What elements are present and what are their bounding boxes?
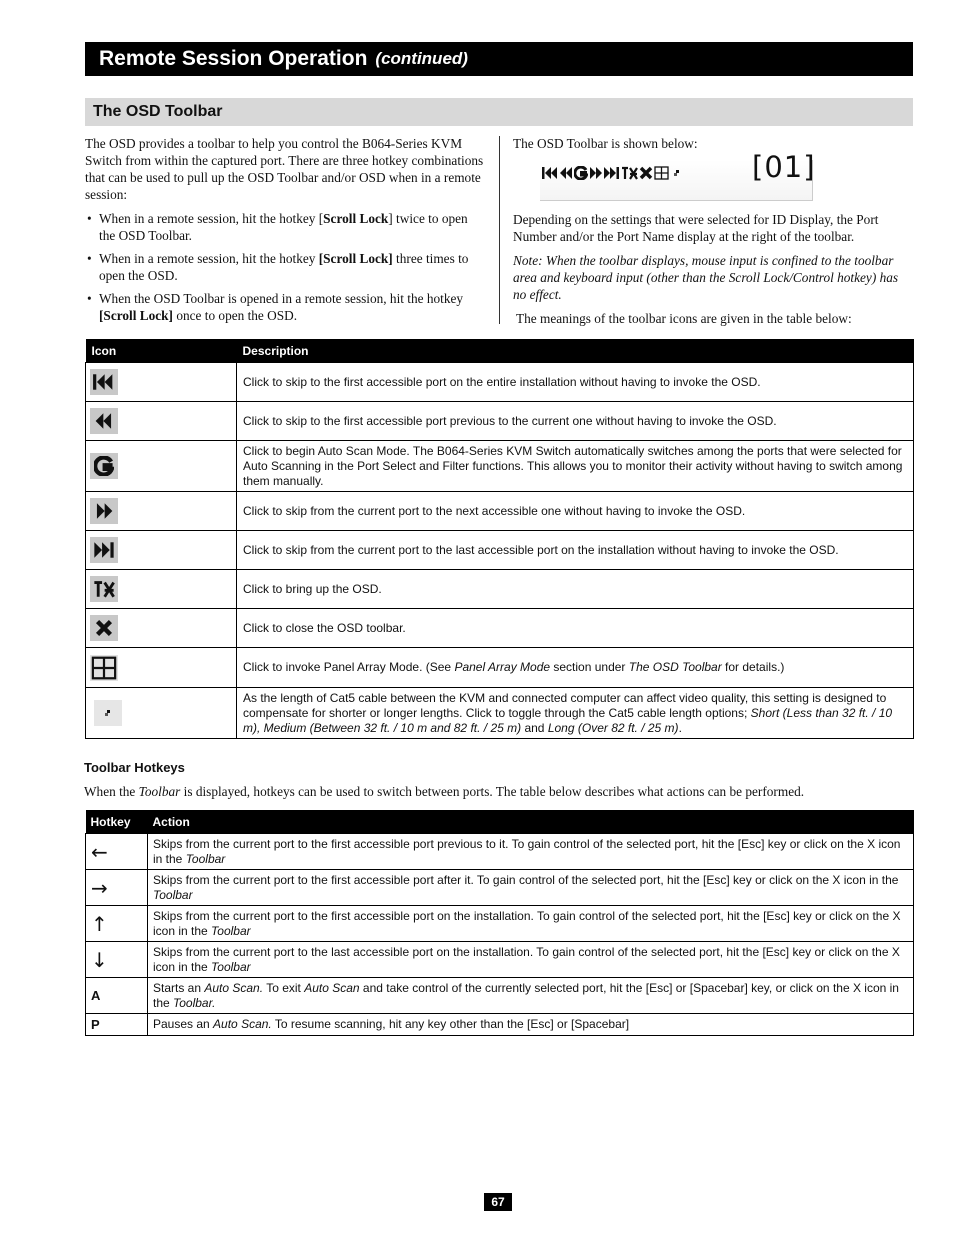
column-header-icon: Icon	[86, 339, 237, 363]
hotkey-action: Skips from the current port to the first accessible port after it. To gain control of the selected port, hit the [Esc] key or click on the X icon in the Toolbar	[148, 870, 914, 906]
depending-paragraph: Depending on the settings that were selected for ID Display, the Port Number and/or the Port Name display at the right of the toolbar.	[513, 212, 879, 244]
toolbar-icons-table	[85, 339, 914, 739]
toolbar-shown-text: The OSD Toolbar is shown below:	[513, 136, 698, 151]
table-header-row	[86, 810, 914, 834]
section-header	[85, 98, 913, 126]
page-title: Remote Session Operation	[99, 47, 368, 70]
close-icon	[95, 619, 113, 637]
auto-scan-icon	[574, 166, 588, 180]
left-arrow-key: ←	[91, 839, 108, 864]
panel-array-icon	[654, 166, 669, 180]
bullet-item: • When in a remote session, hit the hotkey [Scroll Lock] twice to open the OSD Toolbar.	[85, 210, 485, 244]
hotkey-p: P	[86, 1014, 148, 1036]
left-column	[85, 135, 485, 330]
icon-description: Click to begin Auto Scan Mode. The B064-Series KVM Switch automatically switches among the ports that were selected for Auto Scanning in the Port Select and Filter functions. This allows you to monitor their activity without having to switch among them manually.	[237, 441, 914, 492]
table-row	[86, 942, 914, 978]
skip-next-icon	[94, 502, 114, 520]
table-row	[86, 648, 914, 688]
table-row	[86, 978, 914, 1014]
cable-length-icon	[670, 166, 684, 180]
bullet-item: • When the OSD Toolbar is opened in a remote session, hit the hotkey [Scroll Lock] once to open the OSD.	[85, 290, 485, 324]
section-title: The OSD Toolbar	[93, 103, 223, 120]
icon-description: As the length of Cat5 cable between the KVM and connected computer can affect video quality, this setting is designed to compensate for shorter or longer lengths. Click to toggle through the Cat5 cable length options; Short (Less than 32 ft. / 10 m), Medium (Between 32 ft. / 10 m and 82 ft. / 25 m) and Long (Over 82 ft. / 25 m).	[237, 688, 914, 739]
down-arrow-key: ↓	[91, 947, 108, 972]
table-header-row	[86, 339, 914, 363]
icon-description: Click to close the OSD toolbar.	[237, 609, 914, 648]
osd-icon	[93, 580, 115, 598]
column-header-action: Action	[148, 810, 914, 834]
hotkey-action: Skips from the current port to the first accessible port previous to it. To gain control of the selected port, hit the [Esc] key or click on the X icon in the Toolbar	[148, 834, 914, 870]
cable-length-icon	[101, 706, 115, 720]
panel-array-icon	[91, 656, 117, 680]
up-arrow-key: ↑	[91, 911, 108, 936]
hotkey-bullet-list	[85, 210, 485, 324]
close-icon	[639, 166, 653, 180]
right-column	[513, 135, 913, 327]
page-title-continued: (continued)	[375, 49, 468, 68]
right-arrow-key: →	[91, 875, 108, 900]
hotkeys-intro: When the Toolbar is displayed, hotkeys can be used to switch between ports. The table below describes what actions can be performed.	[84, 784, 805, 799]
skip-first-icon	[93, 373, 115, 391]
column-header-description: Description	[237, 339, 914, 363]
table-row	[86, 531, 914, 570]
icon-description: Click to skip from the current port to the last accessible port on the installation without having to invoke the OSD.	[237, 531, 914, 570]
table-row	[86, 363, 914, 402]
hotkey-action: Starts an Auto Scan. To exit Auto Scan and take control of the currently selected port, hit the [Esc] or [Spacebar] key, or click on the X icon in the Toolbar.	[148, 978, 914, 1014]
hotkeys-table	[85, 810, 914, 1036]
icon-description: Click to invoke Panel Array Mode. (See Panel Array Mode section under The OSD Toolbar for details.)	[237, 648, 914, 688]
table-row	[86, 402, 914, 441]
toolbar-hotkeys-heading: Toolbar Hotkeys	[84, 760, 185, 775]
page-number: 67	[484, 1193, 512, 1211]
osd-toolbar-image	[540, 150, 816, 201]
bullet-item: • When in a remote session, hit the hotkey [Scroll Lock] three times to open the OSD.	[85, 250, 485, 284]
table-row	[86, 906, 914, 942]
icon-description: Click to bring up the OSD.	[237, 570, 914, 609]
table-row	[86, 492, 914, 531]
icon-description: Click to skip from the current port to the next accessible one without having to invoke the OSD.	[237, 492, 914, 531]
auto-scan-icon	[94, 456, 114, 476]
meanings-paragraph: The meanings of the toolbar icons are given in the table below:	[516, 311, 852, 326]
skip-last-icon	[93, 541, 115, 559]
column-divider	[499, 136, 500, 324]
table-row	[86, 1014, 914, 1036]
skip-last-icon	[603, 166, 620, 180]
table-row	[86, 609, 914, 648]
skip-next-icon	[589, 166, 602, 180]
osd-icon	[621, 166, 638, 180]
skip-previous-icon	[560, 166, 573, 180]
hotkey-action: Skips from the current port to the last accessible port on the installation. To gain control of the selected port, hit the [Esc] key or click on the X icon in the Toolbar	[148, 942, 914, 978]
intro-paragraph: The OSD provides a toolbar to help you control the B064-Series KVM Switch from within the captured port. There are three hotkey combinations that can be used to pull up the OSD Toolbar and/or OSD when in a remote session:	[85, 136, 484, 202]
skip-first-icon	[542, 166, 559, 180]
hotkey-a: A	[86, 978, 148, 1014]
note-paragraph: Note: When the toolbar displays, mouse input is confined to the toolbar area and keyboard input (other than the Scroll Lock/Control hotkey) has no effect.	[513, 253, 899, 302]
icon-description: Click to skip to the first accessible port previous to the current one without having to invoke the OSD.	[237, 402, 914, 441]
table-row	[86, 688, 914, 739]
table-row	[86, 870, 914, 906]
column-header-hotkey: Hotkey	[86, 810, 148, 834]
icon-description: Click to skip to the first accessible port on the entire installation without having to invoke the OSD.	[237, 363, 914, 402]
skip-previous-icon	[94, 412, 114, 430]
page-header	[85, 42, 913, 76]
table-row	[86, 441, 914, 492]
table-row	[86, 570, 914, 609]
hotkey-action: Pauses an Auto Scan. To resume scanning, hit any key other than the [Esc] or [Spacebar]	[148, 1014, 914, 1036]
table-row	[86, 834, 914, 870]
hotkey-action: Skips from the current port to the first accessible port on the installation. To gain control of the selected port, hit the [Esc] key or click on the X icon in the Toolbar	[148, 906, 914, 942]
port-number-label: [01]	[752, 150, 816, 184]
